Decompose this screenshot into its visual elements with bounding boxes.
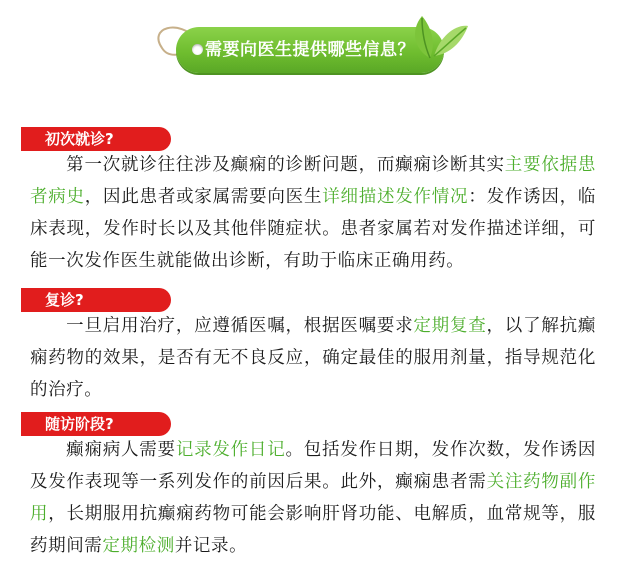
highlight-segment: 定期复查 xyxy=(413,316,487,336)
green-leaves-icon xyxy=(400,6,470,66)
text-segment: 癫痫病人需要 xyxy=(66,440,176,460)
section-paragraph xyxy=(30,149,596,277)
text-segment: 第一次就诊往往涉及癫痫的诊断问题，而癫痫诊断其实 xyxy=(66,155,505,175)
section-paragraph xyxy=(30,310,596,406)
text-segment: ，以了解抗癫痫药物的效果，是否有无不良反应，确定最佳的服用剂量，指导规范化的治疗。 xyxy=(30,316,596,400)
text-segment: ，长期服用抗癫痫药物可能会影响肝肾功能、电解质，血常规等，服药期间需 xyxy=(30,504,596,556)
highlight-segment: 主要依据患者病史 xyxy=(30,155,596,207)
section-tag: 初次就诊? xyxy=(21,127,171,151)
text-segment: 并记录。 xyxy=(174,536,248,556)
section-tag: 复诊? xyxy=(21,288,171,312)
section-tag: 随访阶段? xyxy=(21,412,171,436)
text-segment: 一旦启用治疗，应遵循医嘱，根据医嘱要求 xyxy=(66,316,414,336)
highlight-segment: 详细描述发作情况 xyxy=(322,187,469,207)
text-segment: ：发作诱因，临床表现，发作时长以及其他伴随症状。患者家属若对发作描述详细，可能一次发作医生就能做出诊断，有助于临床正确用药。 xyxy=(30,187,596,271)
highlight-segment: 定期检测 xyxy=(102,536,175,556)
section-paragraph xyxy=(30,434,596,562)
text-segment: ，因此患者或家属需要向医生 xyxy=(84,187,323,207)
highlight-segment: 记录发作日记 xyxy=(175,440,286,460)
header xyxy=(0,0,619,95)
page-title: 需要向医生提供哪些信息？ xyxy=(205,40,415,60)
text-segment: 。包括发作日期，发作次数，发作诱因及发作表现等一系列发作的前因后果。此外，癫痫患者需 xyxy=(30,440,596,492)
highlight-segment: 关注药物副作用 xyxy=(30,472,596,524)
